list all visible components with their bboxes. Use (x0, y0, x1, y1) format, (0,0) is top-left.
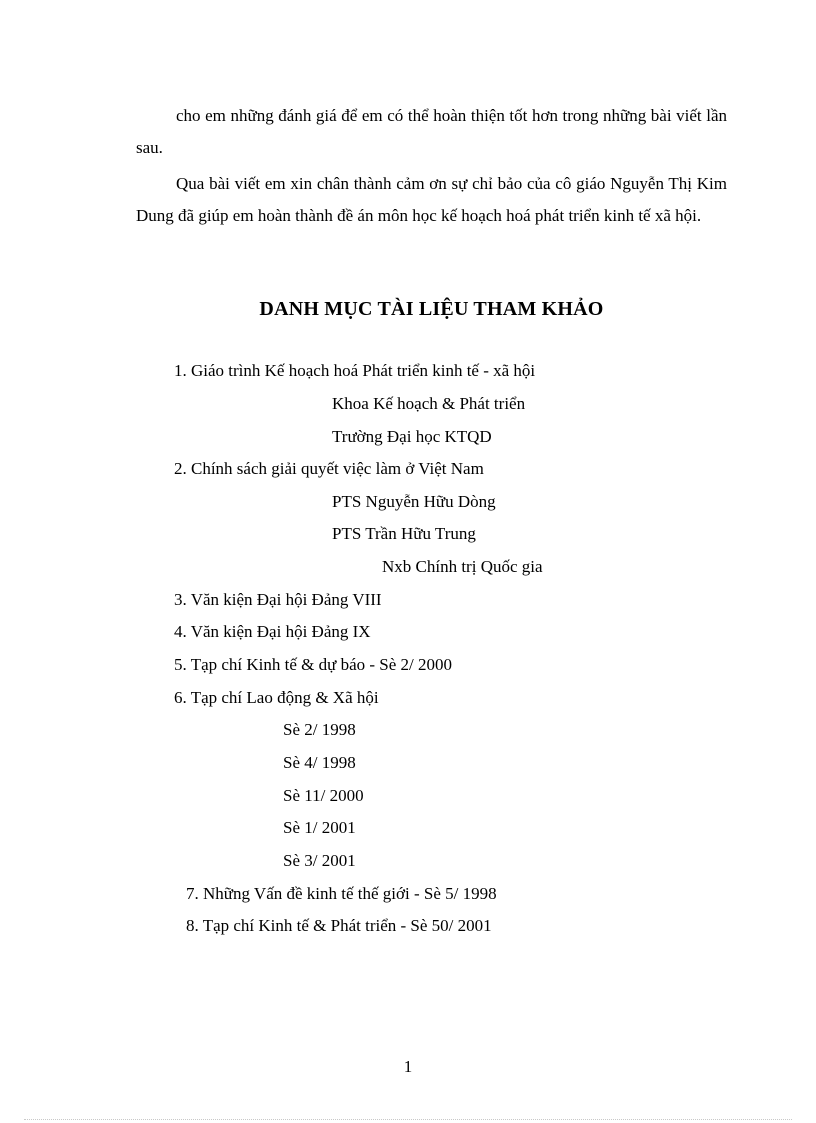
reference-detail: Sè 1/ 2001 (283, 818, 356, 837)
reference-item: 5. Tạp chí Kinh tế & dự báo - Sè 2/ 2000 (174, 655, 453, 674)
reference-detail: Khoa Kế hoạch & Phát triển (332, 394, 526, 413)
reference-detail: Sè 11/ 2000 (283, 786, 364, 805)
reference-item: 1. Giáo trình Kế hoạch hoá Phát triển kinh tế - xã hội (174, 361, 536, 380)
reference-detail: Sè 3/ 2001 (283, 851, 356, 870)
closing-paragraph-1 (136, 100, 727, 164)
reference-detail: Trường Đại học KTQD (332, 427, 492, 446)
closing-paragraph-2-text: Qua bài viết em xin chân thành cảm ơn sự chỉ bảo của cô giáo Nguyễn Thị Kim Dung đã giúp em hoàn thành đề án môn học kế hoạch hoá phát triển kinh tế xã hội. (136, 174, 727, 225)
closing-paragraph-1-text: cho em những đánh giá để em có thể hoàn thiện tốt hơn trong những bài viết lần sau. (136, 106, 727, 157)
page-number: 1 (403, 1057, 413, 1076)
reference-item: 7. Những Vấn đề kinh tế thế giới - Sè 5/ 1998 (186, 884, 497, 903)
reference-detail: Sè 2/ 1998 (283, 720, 356, 739)
reference-item: 4. Văn kiện Đại hội Đảng IX (174, 622, 371, 641)
reference-detail: PTS Trần Hữu Trung (332, 524, 476, 543)
reference-item: 3. Văn kiện Đại hội Đảng VIII (174, 590, 382, 609)
closing-paragraph-2 (136, 168, 727, 232)
reference-detail: PTS Nguyễn Hữu Dòng (332, 492, 496, 511)
reference-detail: Sè 4/ 1998 (283, 753, 356, 772)
reference-item: 2. Chính sách giải quyết việc làm ở Việt Nam (174, 459, 484, 478)
references-heading: DANH MỤC TÀI LIỆU THAM KHẢO (259, 298, 604, 320)
reference-item: 6. Tạp chí Lao động & Xã hội (174, 688, 379, 707)
page-bottom-divider (24, 1119, 792, 1120)
reference-item: 8. Tạp chí Kinh tế & Phát triển - Sè 50/ 2001 (186, 916, 492, 935)
reference-detail: Nxb Chính trị Quốc gia (382, 557, 543, 576)
